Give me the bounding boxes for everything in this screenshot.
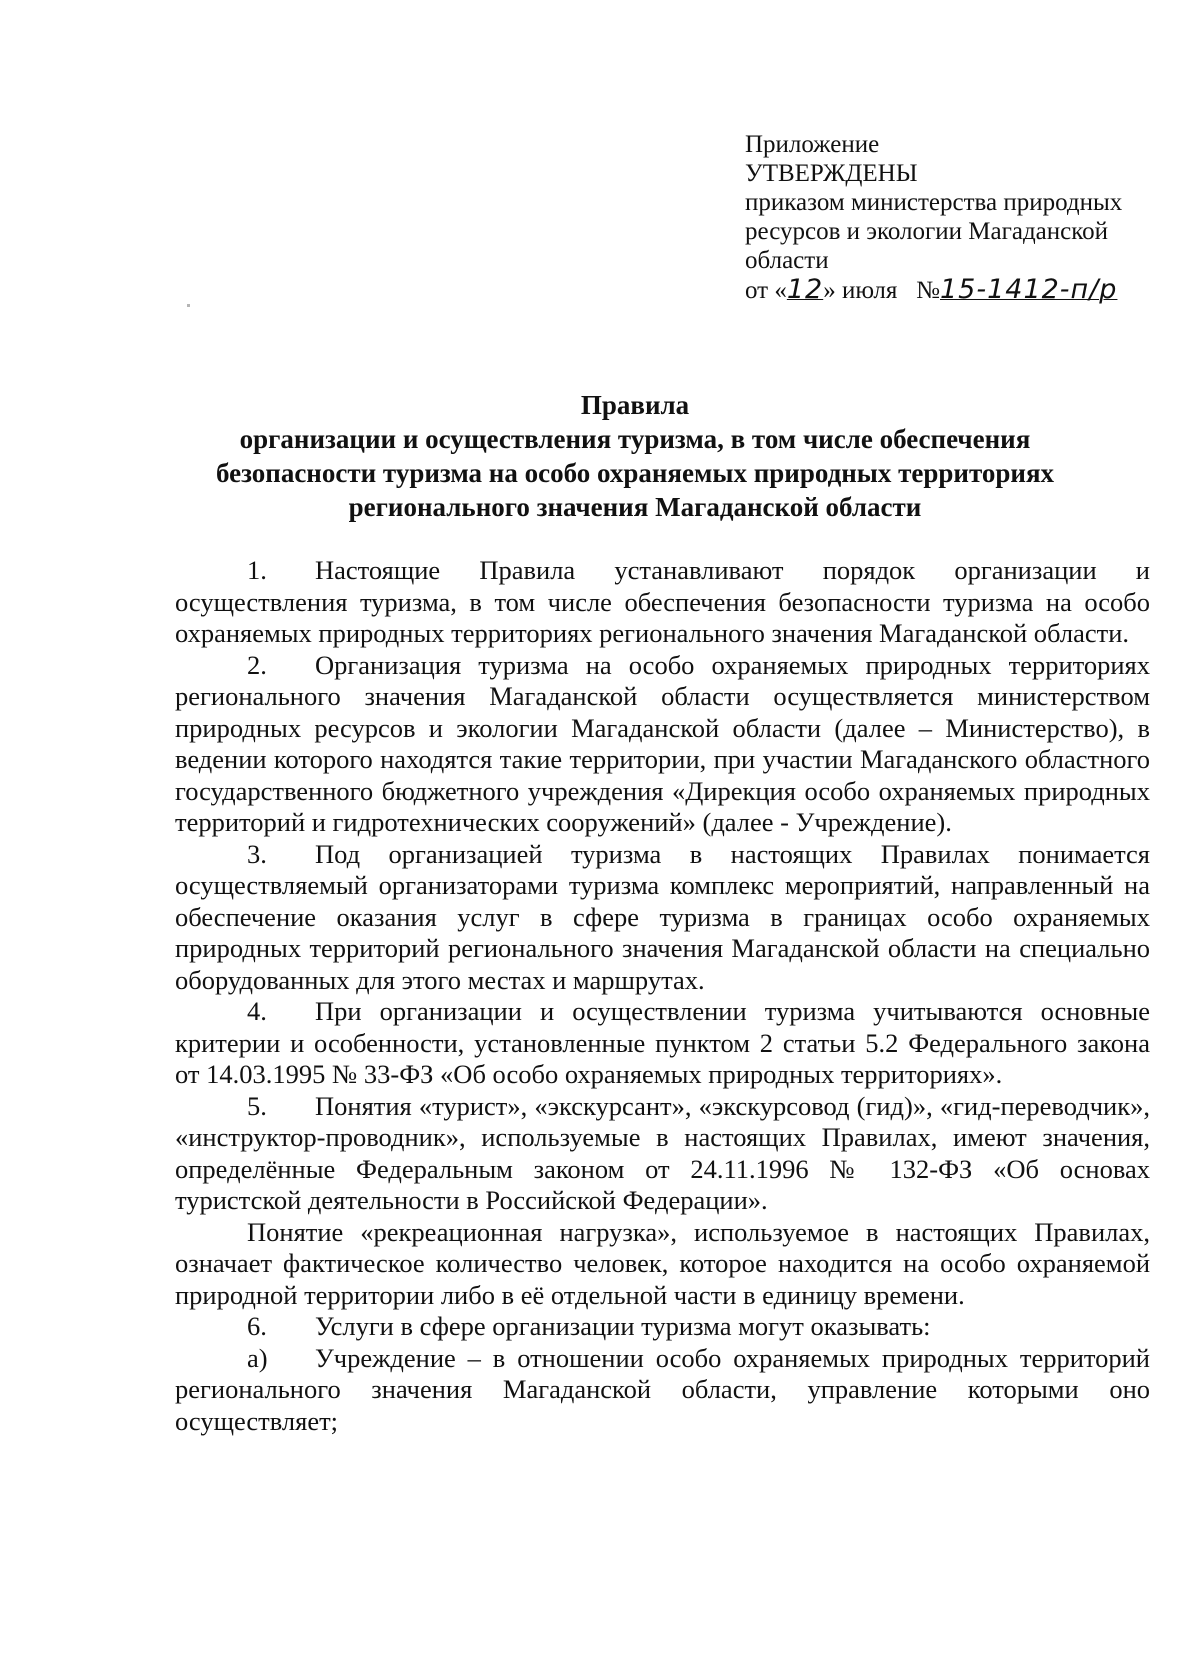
paragraph-text: Понятие «рекреационная нагрузка», используемое в настоящих Правилах, означает фактическое количество человек, которое находится на особо охраняемой природной территории либо в её отдельной части в единицу времени. xyxy=(175,1216,1150,1310)
approval-line-ministry: ресурсов и экологии Магаданской xyxy=(745,218,1109,245)
paragraph-1 xyxy=(175,555,1150,650)
approval-block xyxy=(745,130,1165,305)
paragraph-4 xyxy=(175,996,1150,1091)
approval-line-region: области xyxy=(745,247,829,274)
paragraph-text: Понятия «турист», «экскурсант», «экскурсовод (гид)», «гид-переводчик», «инструктор-проводник», используемые в настоящих Правилах, имеют значения, определённые Федеральным законом от 24.11.1996 № 132-ФЗ «Об основах туристской деятельности в Российской Федерации». xyxy=(175,1090,1150,1215)
paragraph-6a xyxy=(175,1343,1150,1438)
date-month: » июля xyxy=(823,277,898,304)
document-body xyxy=(175,555,1150,1437)
paragraph-text: Под организацией туризма в настоящих Правилах понимается осуществляемый организаторами туризма комплекс мероприятий, направленный на обеспечение оказания услуг в сфере туризма в границах особо охраняемых природных территорий регионального значения Магаданской области на специально оборудованных для этого местах и маршрутах. xyxy=(175,838,1150,995)
paragraph-recreational-load xyxy=(175,1217,1150,1312)
handwritten-day: 12 xyxy=(786,274,824,305)
paragraph-number: 1. xyxy=(247,555,267,585)
paragraph-text: Услуги в сфере организации туризма могут оказывать: xyxy=(315,1311,931,1341)
paragraph-2 xyxy=(175,650,1150,839)
paragraph-text: Учреждение – в отношении особо охраняемых природных территорий регионального значения Магаданской области, управление которыми оно осуществляет; xyxy=(175,1342,1150,1436)
approval-date-line xyxy=(745,275,1165,305)
approval-line-appendix: Приложение xyxy=(745,131,880,158)
approval-line-approved: УТВЕРЖДЕНЫ xyxy=(745,160,918,187)
title-line-4: регионального значения Магаданской области xyxy=(348,492,922,522)
paragraph-number: 3. xyxy=(247,838,267,869)
paragraph-text: Организация туризма на особо охраняемых природных территориях регионального значения Магаданской области осуществляется министерством природных ресурсов и экологии Магаданской области (далее – Министерство), в ведении которого находятся такие территории, при участии Магаданского областного государственного бюджетного учреждения «Дирекция особо охраняемых природных территорий и гидротехнических сооружений» (далее - Учреждение). xyxy=(175,649,1150,837)
title-line-2: организации и осуществления туризма, в том числе обеспечения xyxy=(239,424,1031,454)
title-line-1: Правила xyxy=(580,390,690,420)
paragraph-text: Настоящие Правила устанавливают порядок организации и осуществления туризма, в том числе обеспечения безопасности туризма на особо охраняемых природных территориях регионального значения Магаданской области. xyxy=(175,555,1150,648)
title-line-3: безопасности туризма на особо охраняемых природных территориях xyxy=(215,458,1055,488)
number-prefix: № xyxy=(916,277,940,304)
paragraph-number: 6. xyxy=(247,1311,267,1341)
scan-speck xyxy=(187,304,190,307)
paragraph-number: а) xyxy=(247,1342,268,1373)
handwritten-number: 15-1412-п/р xyxy=(940,274,1118,305)
approval-line-order: приказом министерства природных xyxy=(745,189,1123,216)
paragraph-6 xyxy=(175,1311,1150,1343)
paragraph-5 xyxy=(175,1091,1150,1217)
paragraph-3 xyxy=(175,839,1150,997)
paragraph-number: 2. xyxy=(247,649,267,680)
paragraph-number: 4. xyxy=(247,996,267,1026)
paragraph-number: 5. xyxy=(247,1090,267,1121)
document-title xyxy=(170,388,1100,524)
date-prefix: от « xyxy=(745,277,787,304)
paragraph-text: При организации и осуществлении туризма учитываются основные критерии и особенности, установленные пунктом 2 статьи 5.2 Федерального закона от 14.03.1995 № 33-ФЗ «Об особо охраняемых природных территориях». xyxy=(175,996,1150,1089)
